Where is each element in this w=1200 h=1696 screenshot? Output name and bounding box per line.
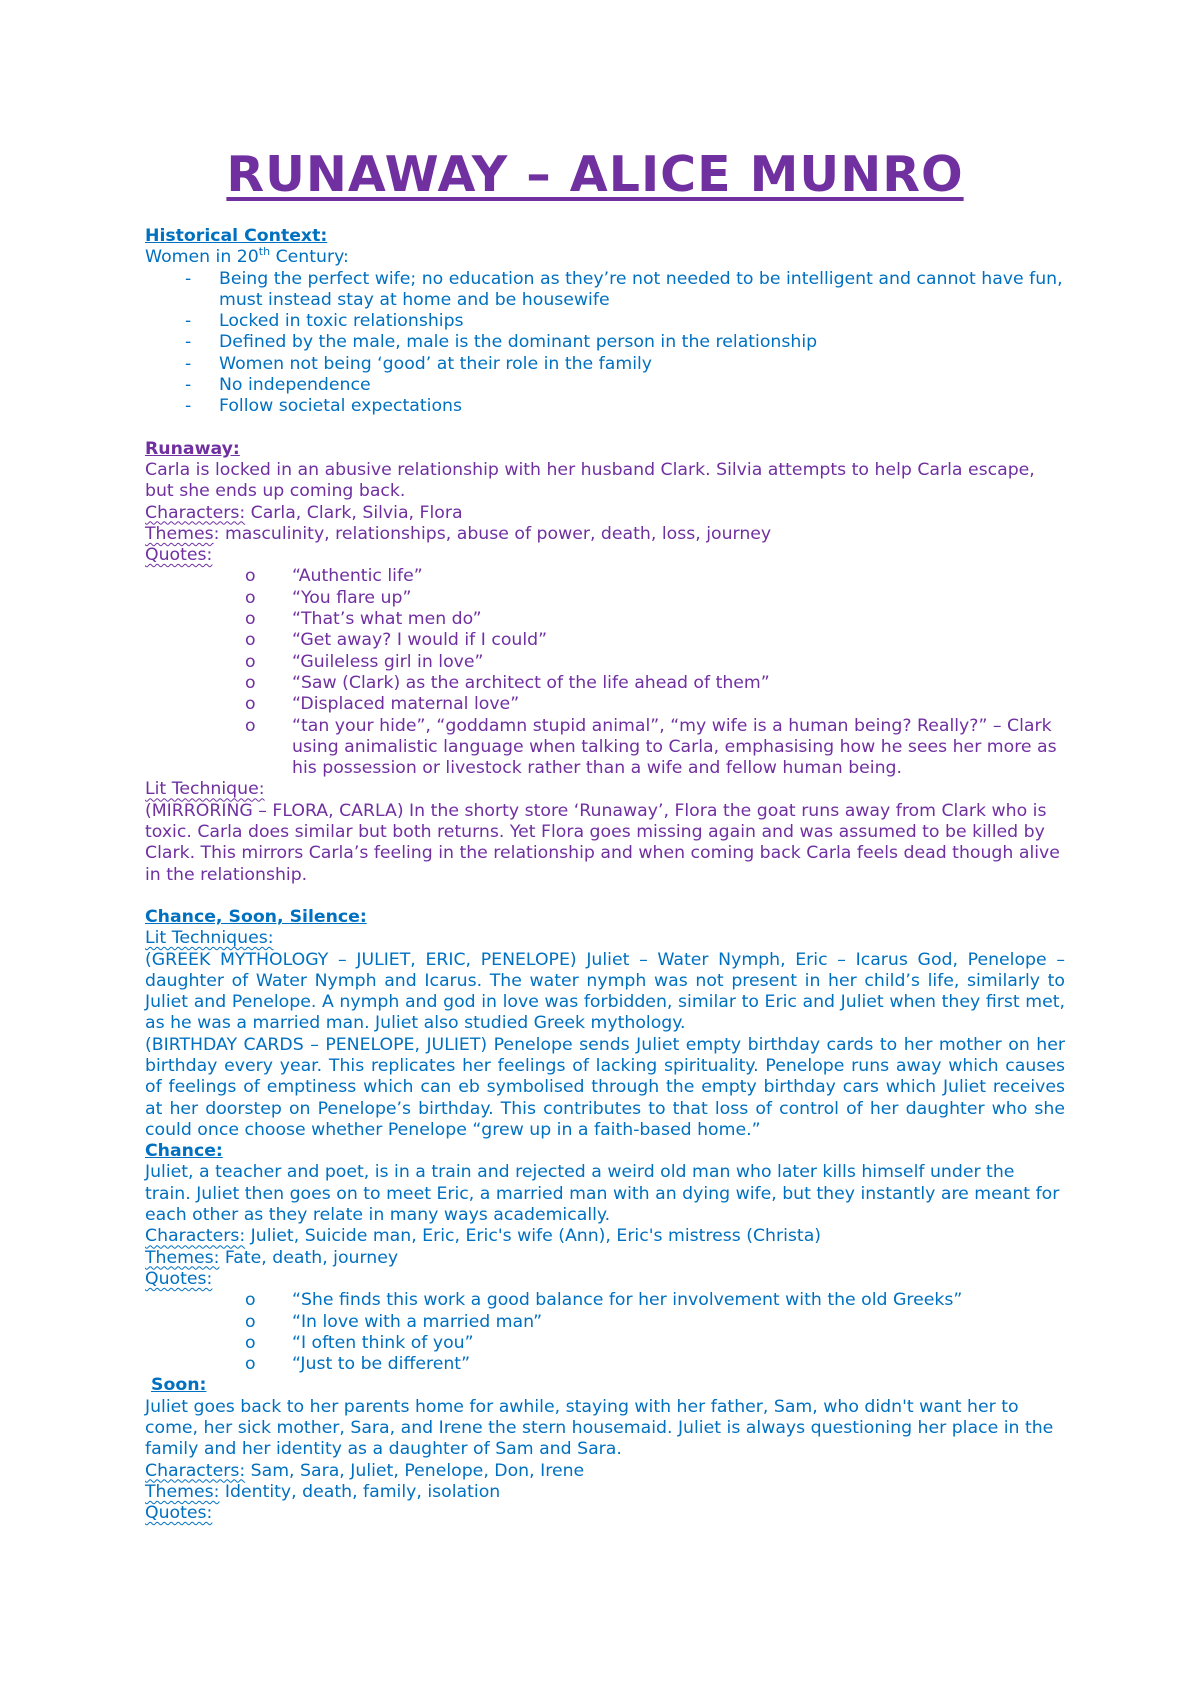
runaway-characters: Characters: Carla, Clark, Silvia, Flora	[145, 502, 463, 523]
chance-themes: Themes: Fate, death, journey	[145, 1247, 399, 1268]
chance-quotes-label: Quotes:	[145, 1268, 213, 1289]
soon-summary: Juliet goes back to her parents home for awhile, staying with her father, Sam, who didn't want her to come, her sick mother, Sara, and Irene the stern housemaid. Juliet is always questioning her place in the family and her identity as a daughter of Sam and Sara.	[145, 1396, 1054, 1460]
list-item: o “I often think of you”	[245, 1332, 474, 1353]
chance-soon-silence-heading: Chance, Soon, Silence:	[145, 906, 367, 927]
runaway-lit-label: Lit Technique:	[145, 779, 265, 800]
chance-quotes-list	[145, 1290, 1065, 1375]
soon-characters: Characters: Sam, Sara, Juliet, Penelope, Don, Irene	[145, 1460, 585, 1481]
list-item: o “That’s what men do”	[245, 609, 482, 630]
list-item: o “Authentic life”	[245, 566, 423, 587]
document-body	[145, 226, 1065, 1525]
list-item: o “Just to be different”	[245, 1354, 471, 1375]
soon-themes: Themes: Identity, death, family, isolation	[145, 1481, 501, 1502]
historical-context-section	[145, 226, 1065, 418]
list-item: - Being the perfect wife; no education as they’re not needed to be intelligent and cannot have fun, must instead stay at home and be housewife	[185, 268, 1063, 310]
list-item: - Locked in toxic relationships	[185, 311, 464, 332]
runaway-heading: Runaway:	[145, 438, 240, 459]
historical-context-heading: Historical Context:	[145, 226, 328, 246]
list-item: o “Saw (Clark) as the architect of the life ahead of them”	[245, 672, 770, 693]
css-lit-text-greek: (GREEK MYTHOLOGY – JULIET, ERIC, PENELOPE) Juliet – Water Nymph, Eric – Icarus God, Penelope – daughter of Water Nymph and Icarus. The water nymph was not present in her child’s life, similarly to Juliet and Penelope. A nymph and god in love was forbidden, similar to Eric and Juliet when they first met, as he was a married man. Juliet also studied Greek mythology.	[145, 949, 1065, 1034]
chance-characters: Characters: Juliet, Suicide man, Eric, Eric's wife (Ann), Eric's mistress (Christa)	[145, 1226, 822, 1247]
list-item: - No independence	[185, 375, 371, 396]
list-item: o “Displaced maternal love”	[245, 694, 520, 715]
runaway-quotes-label: Quotes:	[145, 545, 213, 566]
page-title: RUNAWAY – ALICE MUNRO	[226, 146, 964, 203]
chance-soon-silence-section	[145, 907, 1065, 1525]
css-lit-label: Lit Techniques:	[145, 928, 274, 949]
list-item: - Women not being ‘good’ at their role in the family	[185, 353, 653, 374]
runaway-themes: Themes: masculinity, relationships, abuse of power, death, loss, journey	[145, 523, 772, 544]
soon-heading: Soon:	[151, 1375, 207, 1396]
list-item: - Defined by the male, male is the dominant person in the relationship	[185, 332, 818, 353]
list-item: o “Get away? I would if I could”	[245, 630, 548, 651]
css-lit-text-cards: (BIRTHDAY CARDS – PENELOPE, JULIET) Penelope sends Juliet empty birthday cards to her mother on her birthday every year. This replicates her feelings of lacking spirituality. Penelope runs away which causes of feelings of emptiness which can eb symbolised through the empty birthday cars which Juliet receives at her doorstep on Penelope’s birthday. This contributes to that loss of control of her daughter who she could once choose whether Penelope “grew up in a faith-based home.”	[145, 1034, 1065, 1140]
runaway-lit-text: (MIRRORING – FLORA, CARLA) In the shorty store ‘Runaway’, Flora the goat runs away from Clark who is toxic. Carla does similar but both returns. Yet Flora goes missing again and was assumed to be killed by Clark. This mirrors Carla’s feeling in the relationship and when coming back Carla feels dead though alive in the relationship.	[145, 800, 1060, 885]
runaway-section	[145, 439, 1065, 886]
list-item: o “She finds this work a good balance for her involvement with the old Greeks”	[245, 1290, 963, 1311]
chance-heading: Chance:	[145, 1141, 223, 1162]
historical-context-list	[145, 269, 1065, 418]
soon-quotes-label: Quotes:	[145, 1503, 213, 1524]
list-item: o “You flare up”	[245, 587, 412, 608]
historical-context-intro: Women in 20th Century:	[145, 245, 349, 268]
list-item: o “tan your hide”, “goddamn stupid animal”, “my wife is a human being? Really?” – Clark using animalistic language when talking to Carla, emphasising how he sees her more as his possession or livestock rather than a wife and fellow human being.	[245, 715, 1057, 779]
runaway-summary: Carla is locked in an abusive relationship with her husband Clark. Silvia attempts to help Carla escape, but she ends up coming back.	[145, 459, 1035, 502]
list-item: - Follow societal expectations	[185, 396, 463, 417]
runaway-quotes-list	[145, 566, 1065, 779]
chance-summary: Juliet, a teacher and poet, is in a train and rejected a weird old man who later kills himself under the train. Juliet then goes on to meet Eric, a married man with an dying wife, but they instantly are meant for each other as they relate in many ways academically.	[145, 1162, 1060, 1226]
list-item: o “In love with a married man”	[245, 1311, 543, 1332]
list-item: o “Guileless girl in love”	[245, 651, 484, 672]
